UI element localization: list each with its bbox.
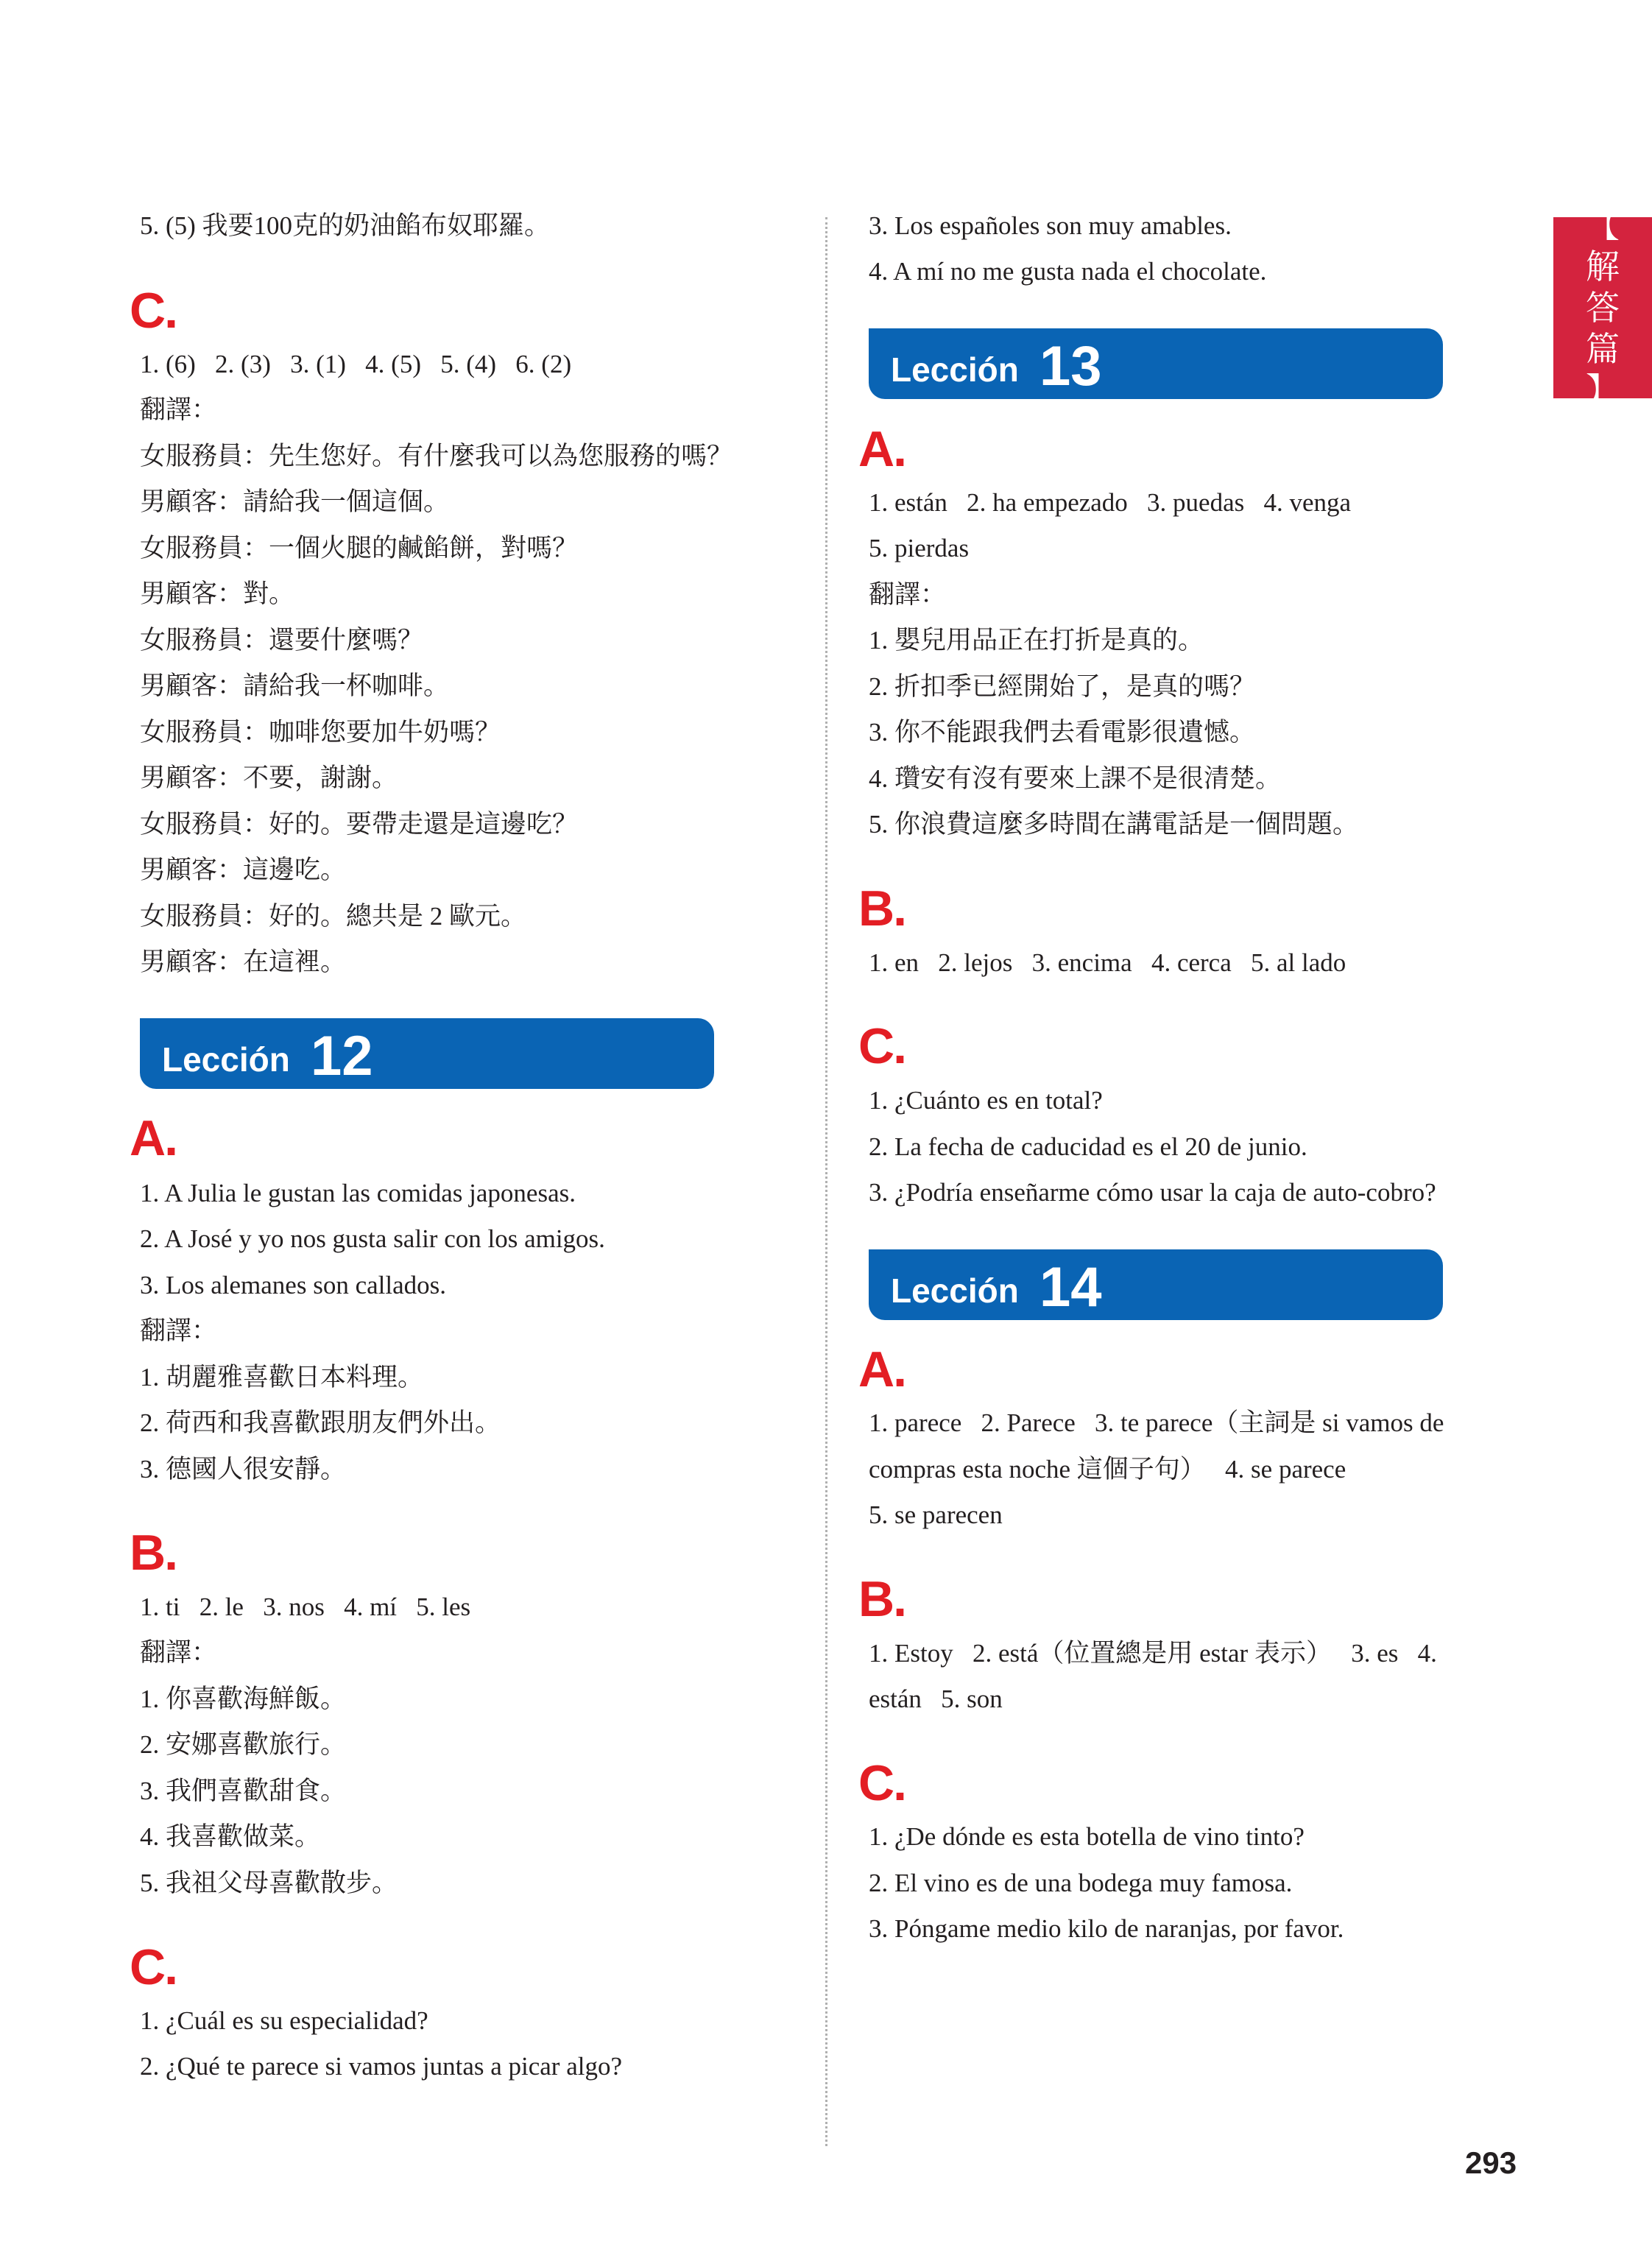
dialogue-line: 女服務員：咖啡您要加牛奶嗎？	[140, 718, 501, 747]
answer-line: 2. El vino es de una bodega muy famosa.	[869, 1869, 1293, 1897]
answer-line: 1. (6) 2. (3) 3. (1) 4. (5) 5. (4) 6. (2)	[140, 350, 572, 378]
dialogue-line: 女服務員：還要什麼嗎？	[140, 626, 424, 655]
tab-char: 篇	[1586, 329, 1620, 369]
dialogue-line: 女服務員：好的。總共是 2 歐元。	[140, 902, 527, 931]
translation-line: 1. 你喜歡海鮮飯。	[140, 1685, 347, 1713]
dialogue-line: 男顧客：這邊吃。	[140, 856, 347, 884]
tab-char: 【	[1586, 205, 1620, 245]
translation-line: 2. 折扣季已經開始了，是真的嗎？	[869, 672, 1256, 701]
dialogue-line: 女服務員：好的。要帶走還是這邊吃？	[140, 810, 579, 839]
translation-line: 1. 嬰兒用品正在打折是真的。	[869, 626, 1204, 655]
dialogue-line: 男顧客：不要，謝謝。	[140, 763, 398, 792]
lesson-number: 12	[311, 1025, 373, 1087]
dialogue-line: 男顧客：在這裡。	[140, 948, 347, 976]
section-letter: B.	[858, 1571, 906, 1627]
answer-line: 2. A José y yo nos gusta salir con los amigos.	[140, 1224, 605, 1253]
answer-line: 3. Los españoles son muy amables.	[869, 211, 1232, 240]
answer-line: 3. Los alemanes son callados.	[140, 1271, 447, 1299]
dialogue-line: 男顧客：請給我一杯咖啡。	[140, 671, 450, 700]
translation-line: 1. 胡麗雅喜歡日本料理。	[140, 1363, 424, 1391]
section-letter: A.	[130, 1110, 177, 1166]
answer-line: 1. ¿Cuál es su especialidad?	[140, 2006, 428, 2035]
translation-label: 翻譯：	[140, 1316, 218, 1345]
translation-line: 2. 安娜喜歡旅行。	[140, 1730, 347, 1759]
answer-line: 5. se parecen	[869, 1500, 1003, 1529]
answer-line: 5. (5) 我要100克的奶油餡布奴耶羅。	[140, 211, 551, 240]
lesson-word: Lección	[891, 350, 1019, 389]
answer-line: 1. ¿De dónde es esta botella de vino tinto?	[869, 1822, 1305, 1851]
lesson-number: 13	[1039, 335, 1102, 398]
translation-line: 3. 我們喜歡甜食。	[140, 1777, 347, 1805]
section-letter: C.	[130, 283, 177, 339]
tab-char: 】	[1586, 370, 1620, 410]
answer-line: 5. pierdas	[869, 534, 970, 562]
translation-line: 4. 我喜歡做菜。	[140, 1822, 321, 1851]
translation-label: 翻譯：	[869, 580, 947, 609]
lesson-12-banner	[140, 1018, 714, 1089]
translation-label: 翻譯：	[140, 1638, 218, 1667]
dialogue-line: 女服務員：一個火腿的鹹餡餅，對嗎？	[140, 534, 579, 562]
section-letter: C.	[858, 1755, 906, 1811]
section-letter: C.	[858, 1018, 906, 1074]
section-letter: B.	[130, 1525, 177, 1581]
answer-line: 1. ¿Cuánto es en total?	[869, 1086, 1103, 1115]
dialogue-line: 男顧客：對。	[140, 579, 295, 608]
answer-line: 1. parece 2. Parece 3. te parece（主詞是 si vamos de	[869, 1408, 1444, 1437]
lesson-word: Lección	[891, 1271, 1019, 1310]
answer-line: 3. ¿Podría enseñarme cómo usar la caja de auto-cobro?	[869, 1178, 1436, 1207]
tab-char: 答	[1586, 288, 1620, 328]
lesson-13-banner	[869, 328, 1443, 399]
dialogue-line: 男顧客：請給我一個這個。	[140, 487, 450, 516]
answer-line: 1. están 2. ha empezado 3. puedas 4. venga	[869, 488, 1352, 517]
translation-line: 5. 你浪費這麼多時間在講電話是一個問題。	[869, 810, 1359, 839]
translation-line: 4. 瓚安有沒有要來上課不是很清楚。	[869, 764, 1282, 793]
section-letter: B.	[858, 881, 906, 937]
translation-label: 翻譯：	[140, 395, 218, 424]
section-letter: A.	[858, 421, 906, 477]
tab-char: 解	[1586, 247, 1620, 286]
answer-line: 1. A Julia le gustan las comidas japonesas.	[140, 1179, 576, 1207]
answer-line: 4. A mí no me gusta nada el chocolate.	[869, 257, 1267, 286]
answer-line: 1. Estoy 2. está（位置總是用 estar 表示） 3. es 4.	[869, 1639, 1437, 1668]
answer-line: 3. Póngame medio kilo de naranjas, por favor.	[869, 1914, 1344, 1943]
answer-line: 1. ti 2. le 3. nos 4. mí 5. les	[140, 1592, 471, 1621]
lesson-number: 14	[1039, 1256, 1102, 1319]
answer-line: 1. en 2. lejos 3. encima 4. cerca 5. al lado	[869, 948, 1346, 977]
lesson-word: Lección	[162, 1040, 290, 1079]
section-letter: C.	[130, 1939, 177, 1995]
section-letter: A.	[858, 1341, 906, 1397]
dialogue-line: 女服務員：先生您好。有什麼我可以為您服務的嗎？	[140, 442, 733, 470]
translation-line: 3. 德國人很安靜。	[140, 1455, 347, 1484]
answer-line: compras esta noche 這個子句） 4. se parece	[869, 1455, 1346, 1484]
translation-line: 2. 荷西和我喜歡跟朋友們外出。	[140, 1408, 501, 1437]
answer-line: 2. ¿Qué te parece si vamos juntas a picar algo?	[140, 2052, 623, 2081]
translation-line: 3. 你不能跟我們去看電影很遺憾。	[869, 718, 1256, 747]
answer-line: están 5. son	[869, 1685, 1003, 1713]
page-number: 293	[1465, 2145, 1517, 2180]
column-divider	[825, 217, 827, 2146]
lesson-14-banner	[869, 1249, 1443, 1320]
answer-line: 2. La fecha de caducidad es el 20 de junio.	[869, 1132, 1307, 1161]
translation-line: 5. 我祖父母喜歡散步。	[140, 1869, 398, 1897]
answer-section-tab	[1553, 205, 1652, 410]
